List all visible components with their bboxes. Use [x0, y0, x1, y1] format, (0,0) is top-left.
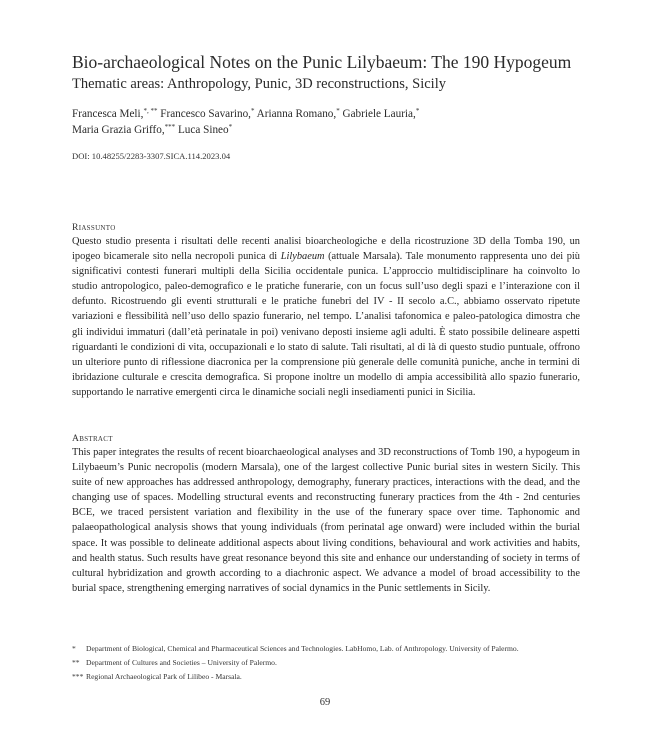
affiliation-mark: * — [336, 107, 340, 115]
footnote-mark: ** — [72, 658, 80, 667]
paper-subtitle: Thematic areas: Anthropology, Punic, 3D reconstructions, Sicily — [72, 76, 446, 92]
author-name: Francesco Savarino, — [160, 108, 251, 120]
footnotes — [72, 642, 612, 684]
affiliation-mark: * — [415, 107, 420, 115]
abstract-body: This paper integrates the results of recent bioarchaeological analyses and 3D reconstructions of Tomb 190, a hypogeum in Lilybaeum’s Punic necropolis (modern Marsala), one of the largest collective Punic burial sites in western Sicily. This suite of new approaches has addressed anthropology, demography, funerary practices, interactions with the dead, and the changing use of spaces. Modelling structural events and reconstructing funerary practices from the 4th - 2nd centuries BCE, we traced persistent variation and flexibility in the use of the funerary space over time. Taphonomic and palaeopathological analysis shows that young individuals (from perinatal age onward) were included within the burial space. It was possible to delineate additional aspects about living conditions, behavioural and work activities and habits, and health status. Such results have great resonance beyond this site and enhance our understanding of society in terms of cultural hybridization and growth according to a diachronic aspect. We advance a model of broad accessibility to the burial space, strengthening emerging narratives of social dynamics in the Punic settlements in Sicily. — [72, 447, 580, 594]
abstract-heading: Abstract — [72, 433, 113, 444]
footnote-mark: * — [72, 644, 76, 653]
author-name: Arianna Romano, — [256, 108, 337, 120]
author-name: Gabriele Lauria, — [342, 108, 416, 120]
page-number: 69 — [319, 697, 331, 708]
footnote — [72, 656, 612, 670]
affiliation-mark: * — [228, 123, 233, 131]
author-list — [72, 106, 592, 138]
riassunto-body — [72, 234, 580, 400]
doi-link[interactable]: DOI: 10.48255/2283-3307.SICA.114.2023.04 — [72, 151, 231, 161]
affiliation-mark: *** — [164, 123, 176, 131]
footnote — [72, 642, 612, 656]
footnote — [72, 670, 612, 684]
affiliation-mark: *, ** — [143, 107, 158, 115]
author-line — [72, 122, 592, 138]
riassunto-heading: Riassunto — [72, 222, 116, 233]
author-name: Luca Sineo — [177, 124, 229, 136]
footnote-mark: *** — [72, 672, 84, 681]
paper-title: Bio-archaeological Notes on the Punic Lilybaeum: The 190 Hypogeum — [72, 52, 572, 72]
author-line — [72, 106, 592, 122]
affiliation-mark: * — [250, 107, 255, 115]
author-name: Maria Grazia Griffo, — [72, 124, 165, 136]
footnote-text: Department of Biological, Chemical and Pharmaceutical Sciences and Technologies. LabHomo, Lab. of Anthropology. University of Palermo. — [86, 644, 519, 653]
riassunto-text: Questo studio presenta i risultati delle recenti analisi bioarcheologiche e della ricostruzione 3D della Tomba 190, un ipogeo bicamerale sito nella necropoli punica di — [72, 236, 580, 263]
footnote-text: Regional Archaeological Park of Lilibeo - Marsala. — [86, 672, 242, 681]
footnote-text: Department of Cultures and Societies – University of Palermo. — [86, 658, 277, 667]
author-name: Francesca Meli, — [72, 108, 144, 120]
riassunto-text: (attuale Marsala). Tale monumento rappresenta uno dei più significativi contesti funerari multipli della Sicilia occidentale punica. L’approccio multidisciplinare ha coinvolto lo studio antropologico, paleo-demografico e le pratiche funerarie, con un focus sull’uso degli spazi e l’interazione con il defunto. Ricostruendo gli eventi strutturali e le pratiche funebri del IV - II secolo a.C., abbiamo osservato ripetute variazioni e flessibilità nell’uso dello spazio funerario, nel tempo. L’analisi tafonomica e paleo-patologica dimostra che gli individui immaturi (dall’età perinatale in poi) venivano deposti insieme agli adulti. È stato possibile delineare aspetti riguardanti le condizioni di vita, occupazionali e lo stato di salute. Tali risultati, al di là di questo studio puntuale, offrono un ulteriore punto di riflessione diacronica per la comprensione più generale delle comunità puniche, anche in termini di ibridazione culturale e crescita demografica. Si propone inoltre un modello di ampia accessibilità allo spazio funerario, supportando le narrative emergenti circa le dinamiche sociali negli insediamenti punici in Sicilia. — [72, 251, 580, 398]
italic-term: Lilybaeum — [280, 251, 325, 263]
